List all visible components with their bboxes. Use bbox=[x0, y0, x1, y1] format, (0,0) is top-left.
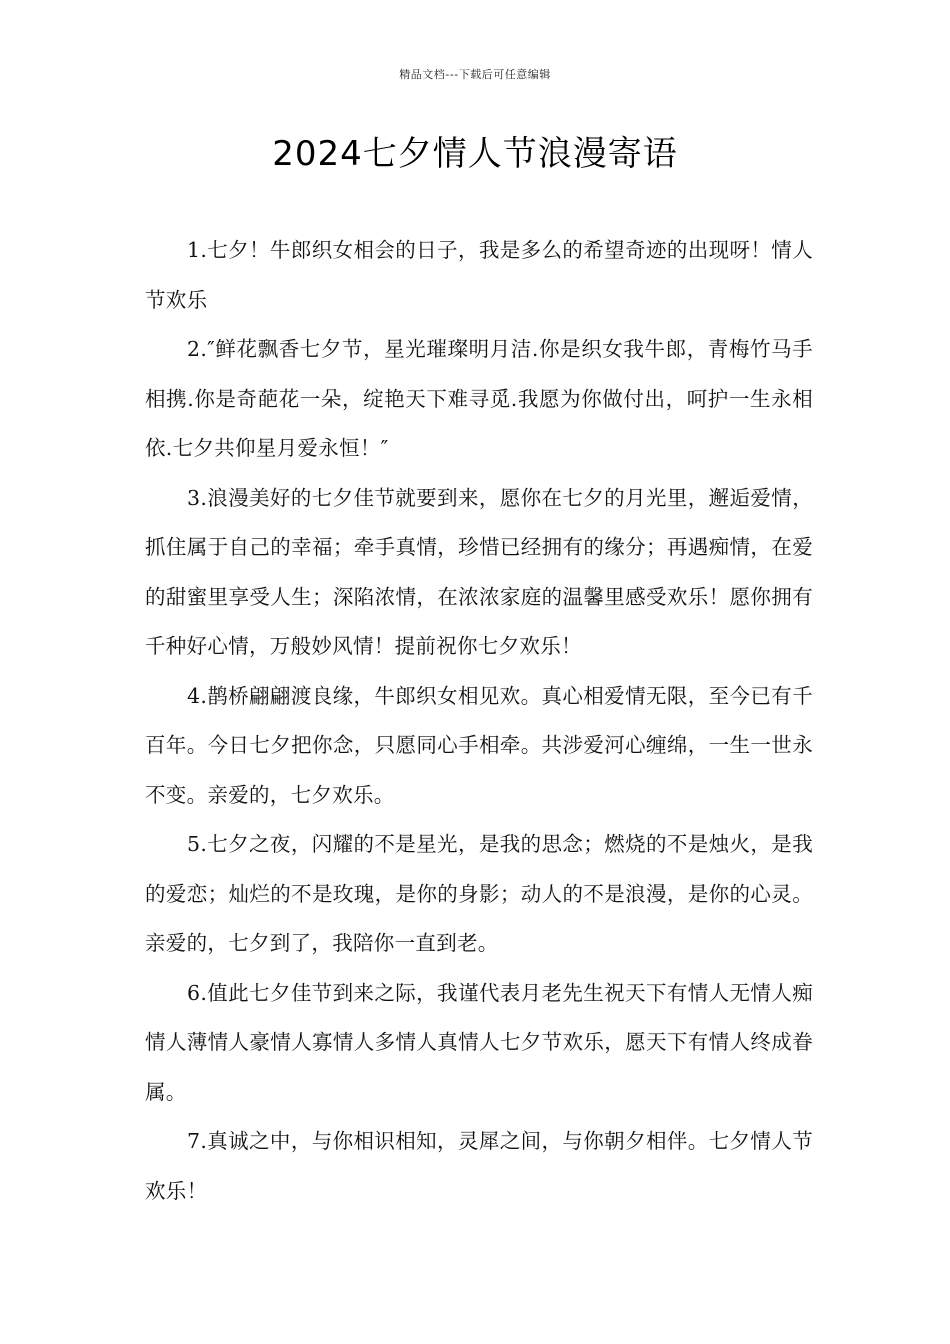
document-body bbox=[145, 226, 813, 1216]
paragraph-2: 2.″鲜花飘香七夕节，星光璀璨明月洁.你是织女我牛郎，青梅竹马手相携.你是奇葩花一朵，绽艳天下难寻觅.我愿为你做付出，呵护一生永相依.七夕共仰星月爱永恒！″ bbox=[145, 337, 813, 460]
document-title: 2024七夕情人节浪漫寄语 bbox=[272, 134, 678, 174]
paragraph-1: 1.七夕！牛郎织女相会的日子，我是多么的希望奇迹的出现呀！情人节欢乐 bbox=[145, 238, 813, 312]
paragraph-3: 3.浪漫美好的七夕佳节就要到来，愿你在七夕的月光里，邂逅爱情，抓住属于自己的幸福；牵手真情，珍惜已经拥有的缘分；再遇痴情，在爱的甜蜜里享受人生；深陷浓情，在浓浓家庭的温馨里感受欢乐！愿你拥有千种好心情，万般妙风情！提前祝你七夕欢乐！ bbox=[145, 485, 813, 658]
paragraph-7: 7.真诚之中，与你相识相知，灵犀之间，与你朝夕相伴。七夕情人节欢乐！ bbox=[145, 1129, 813, 1203]
paragraph-4: 4.鹊桥翩翩渡良缘，牛郎织女相见欢。真心相爱情无限，至今已有千百年。今日七夕把你念，只愿同心手相牵。共涉爱河心缠绵，一生一世永不变。亲爱的，七夕欢乐。 bbox=[145, 683, 813, 807]
paragraph-5: 5.七夕之夜，闪耀的不是星光，是我的思念；燃烧的不是烛火，是我的爱恋；灿烂的不是玫瑰，是你的身影；动人的不是浪漫，是你的心灵。亲爱的，七夕到了，我陪你一直到老。 bbox=[145, 832, 813, 955]
page-header: 精品文档---下载后可任意编辑 bbox=[399, 68, 551, 81]
paragraph-6: 6.值此七夕佳节到来之际，我谨代表月老先生祝天下有情人无情人痴情人薄情人豪情人寡情人多情人真情人七夕节欢乐，愿天下有情人终成眷属。 bbox=[145, 980, 813, 1104]
